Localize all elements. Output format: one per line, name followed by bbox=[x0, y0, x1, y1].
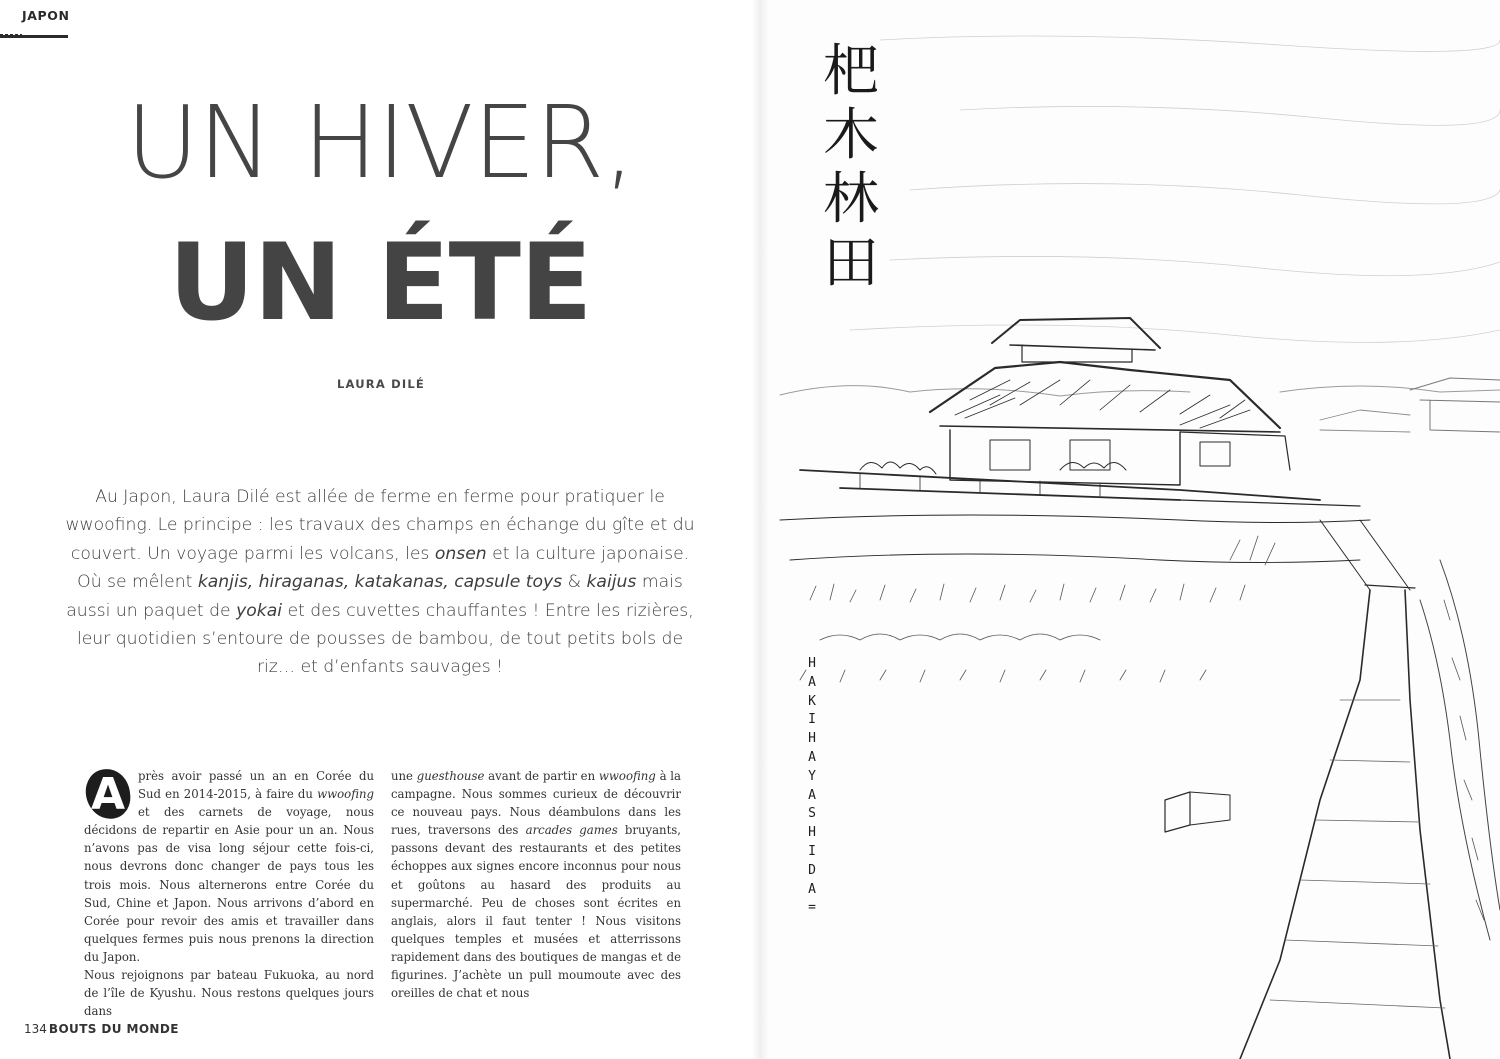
signature-letter: A bbox=[808, 881, 816, 897]
signature-letter: Y bbox=[808, 768, 816, 784]
article-paragraph-3 bbox=[391, 767, 681, 1002]
intro-paragraph bbox=[60, 483, 700, 682]
article-text: bruyants, passons devant des restaurants et des petites échoppes aux signes encore inconnus pour nous et goûtons au hasard des produits au supermarché. Peu de choses sont écrites en anglais, alors il faut tenter ! Nous visitons quelques temples et musées et atterrissons rapidement dans des boutiques de mangas et de figurines. J’achète un pull moumoute avec des oreilles de chat et nous bbox=[391, 823, 681, 1001]
section-rule bbox=[0, 35, 68, 38]
intro-italic-yokai: yokai bbox=[236, 600, 283, 621]
signature-letter: = bbox=[808, 900, 816, 916]
intro-standfirst bbox=[60, 483, 700, 682]
intro-text-1: Au Japon, Laura Dilé est allée de ferme en ferme pour pratiquer le wwoofing. Le principe : les travaux des champs en échange du gîte et du couvert. Un voyage parmi les volcans, les bbox=[65, 487, 695, 564]
signature-letter: H bbox=[808, 731, 816, 747]
signature-letter: H bbox=[808, 656, 816, 671]
vertical-artist-signature bbox=[803, 655, 821, 918]
drop-cap bbox=[84, 769, 130, 821]
magazine-name: BOUTS DU MONDE bbox=[48, 1022, 179, 1036]
article-italic: guesthouse bbox=[416, 769, 485, 783]
intro-italic-kanjis: kanjis, hiraganas, katakanas, capsule toys bbox=[197, 572, 563, 593]
intro-italic-onsen: onsen bbox=[434, 543, 487, 564]
author-name: LAURA DILÉ bbox=[337, 377, 425, 391]
author-byline bbox=[322, 373, 440, 395]
article-text: et des carnets de voyage, nous décidons de repartir en Asie pour un an. Nous n’avons pas de visa long séjour cette fois-ci, nous devrons donc changer de pays tous les trois mois. Nous alternerons entre Corée du Sud, Chine et Japon. Nous arrivons d’abord en Corée pour revoir des amis et travailler dans quelques fermes puis nous prenons la direction du Japon. bbox=[84, 805, 374, 964]
article-column-1 bbox=[84, 767, 374, 1020]
signature-letter: A bbox=[808, 674, 816, 690]
kanji-char: 田 bbox=[823, 231, 879, 296]
signature-letter: A bbox=[808, 787, 816, 803]
intro-text-3: & bbox=[562, 572, 587, 593]
article-italic: wwoofing bbox=[317, 787, 374, 802]
intro-text-5: et des cuvettes chauffantes ! Entre les rizières, leur quotidien s’entoure de pousses de bambou, de tout petits bols de riz… et d’enfants sauvages ! bbox=[76, 600, 694, 678]
article-text: une bbox=[391, 769, 417, 783]
page-footer bbox=[24, 1022, 179, 1036]
title-line-1: UN HIVER, bbox=[125, 84, 635, 201]
article-paragraph-2: Nous rejoignons par bateau Fukuoka, au nord de l’île de Kyushu. Nous restons quelques jours dans bbox=[84, 968, 374, 1019]
page-number: 134 bbox=[24, 1022, 47, 1036]
kanji-char: 林 bbox=[823, 167, 879, 232]
kanji-place-name bbox=[816, 40, 886, 296]
right-page-illustration bbox=[760, 0, 1500, 1059]
page-gutter bbox=[752, 0, 768, 1059]
drop-cap-letter: A bbox=[90, 769, 126, 820]
intro-italic-kaijus: kaijus bbox=[586, 572, 637, 593]
signature-letter: D bbox=[808, 862, 816, 878]
article-column-2 bbox=[391, 767, 681, 1002]
article-text: avant de partir en bbox=[484, 769, 599, 783]
signature-letter: K bbox=[808, 693, 816, 709]
signature-letter: A bbox=[808, 749, 816, 765]
kanji-char: 杷 bbox=[823, 39, 879, 104]
article-text: près avoir passé un an en Corée du Sud en 2014-2015, à faire du bbox=[138, 769, 374, 802]
kanji-char: 木 bbox=[823, 103, 879, 168]
intro-text-2: et la culture japonaise. Où se mêlent bbox=[77, 543, 690, 593]
article-italic: wwoofing bbox=[598, 769, 656, 783]
signature-letter: I bbox=[808, 712, 816, 728]
title-line-2: UN ÉTÉ bbox=[168, 221, 592, 344]
signature-letter: I bbox=[808, 843, 816, 859]
section-label: JAPON bbox=[22, 8, 70, 23]
article-italic: arcades games bbox=[525, 823, 618, 838]
signature-letter: H bbox=[808, 825, 816, 841]
intro-text-4: mais aussi un paquet de bbox=[66, 572, 683, 621]
article-text: à la campagne. Nous sommes curieux de découvrir ce nouveau pays. Nous déambulons dans les rues, traversons des bbox=[391, 769, 682, 838]
signature-letter: S bbox=[808, 806, 816, 822]
